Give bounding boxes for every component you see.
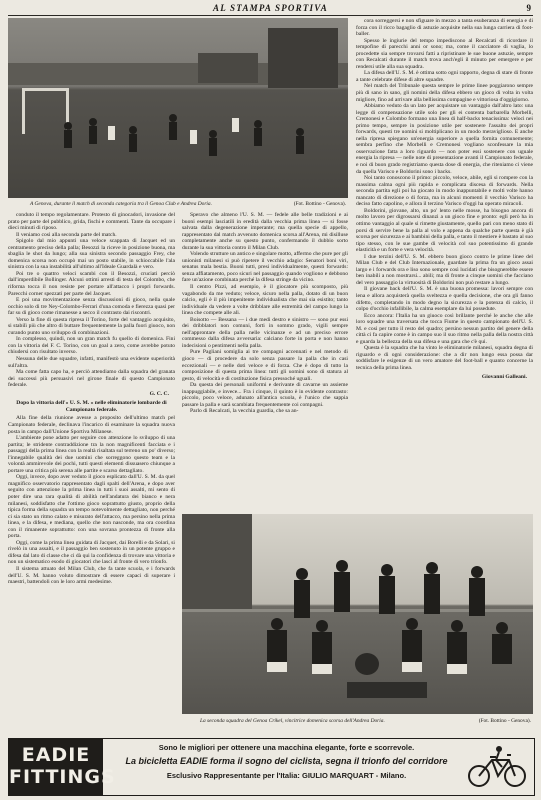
magazine-title: AL STAMPA SPORTIVA bbox=[213, 3, 328, 13]
bottom-photo-caption bbox=[200, 718, 531, 724]
top-caption-text: A Genova, durante il match di seconda categoria tra il Genoa Club e Andrea Doria. bbox=[30, 201, 212, 207]
ad-line-1: Sono le migliori per ottenere una macchina elegante, forte e scorrevole. bbox=[158, 743, 415, 752]
ad-text bbox=[109, 743, 464, 780]
top-caption-credit: (Fot. Bottino - Genova). bbox=[293, 201, 346, 207]
left-paragraph: Nessuna delle due squadre, infatti, manifestò una evidente superiorità sull'altra. bbox=[8, 356, 175, 369]
left-paragraph: Verso la fine di questa ripresa il Torino, forte del vantaggio acquisito, si stabilì più che altro di buttare frequentemente la palla fuori giuoco, non curando punto uno sviluppo di combinazioni. bbox=[8, 316, 175, 336]
middle-column bbox=[182, 212, 348, 510]
right-paragraph: Il giovane back dell'U. S. M. è una buona promessa: lavori sempre con lena e allora acquisterà quella sveltezza e quella decisione, che ora gli fanno difetto, completando in modo degno la sicurezza e la potenza di calcio, il colpo d'occhio infallibile, la calma esemplare da lui possedute. bbox=[356, 286, 533, 313]
right-paragraph: I due terzini dell'U. S. M. ebbero buon gioco contro le prime linee del Milan Club e del Club Internazionale, guardate la prima fra un gioco assai largo e i forwards ora e liso sono sempre così lucidati che bisognerebbe essere ben inabili a non mostrarsi... abili; ma di fronte a cinque uomini che facciano del vero passaggio la virtuosità di Boldorini non può restare a lungo. bbox=[356, 253, 533, 286]
ad-line-2: La bicicletta EADIE forma il sogno del ciclista, segna il trionfo del corridore bbox=[125, 756, 448, 766]
ad-brand: EADIE FITTINGS bbox=[9, 739, 103, 795]
right-paragraph: Nel match del Tribunale questa sempre le prime linee poggiarono sempre più di sano in sano, gli nomini della difesa ebbero un gioco di volta in volta migliore, fino ad arrivare alla bellissima compagine e vittoriosa d'oggigiorno. bbox=[356, 83, 533, 103]
middle-paragraph: Volendo strutture un antico e singolare motto, affermo che pure per gli unionisti milanesi si può ripetere il vecchio adagio: Senatori boni viri, senatus mala bestia. Buoni tutti, presi individualmente, questi forwards: senza affiatamento, poco sicuri nel passaggio quando vogliono e debbono fare un'azione combinata perché la difesa stringe da vicino. bbox=[182, 251, 348, 284]
right-paragraph: Spesso le ingiurie del tempo impediscono al Recalcati di ricordare il tempofine di parecchi anni or sono; ma, come il cacciatore di vaglia, lo procedette sia sempre trovarsi fatti a ripristinare le sue buone astuzie, sempre con Recalcati durante il match trova anch'egli il minuto per emergere e per rendersi utile alla sua squadra. bbox=[356, 37, 533, 70]
right-paragraph: Noi tanto conoscono il primo: piccolo, veloce, abile, egli si rompere con la massima calma ogni più rapida e complicata discesa di forwards. Nella seconda partita egli poi ha giocato in modo inappuntabile e molti volte hanno mancato di direzione o di forza, ma in alcuni momenti il vecchio Varisco ha deciso fatto capolino, e allora il terzino Varisco d'oggi ha operato miracoli. bbox=[356, 175, 533, 208]
right-paragraph: cora sorreggersi e non sfiguare in mezzo a tanta esuberanza di energia e di forza con il ricco bagaglio di astuzie acquisite nella sua lunga carriera di foot-baller. bbox=[356, 18, 533, 38]
right-paragraph: Questa è la squadra che ha vinto le eliminatorie milanesi, squadra degna di riguardo e di ogni considerazione: che a dir non lungo essa possa dar soddisfare le esigenze di un vero amatore del foot-ball e quanto concerne la tecnica della prima linea. bbox=[356, 345, 533, 371]
right-paragraph: Abbiamo veduto da un lato per acquistare un vantaggio dall'altro lato: una legge di compensazione utile solo per gli ei contenta barbarella Morbelli, Cremonesi e Colombo formano una linea di half-backs tenacissima: veloci nei primo tempo, sempre in posizione utile per sostenere l'assalto dei propri forwards, questi tre uomini si moltiplicano in un modo meraviglioso. E anche nella ripresa spiegano un'energia superiore a quella fornita comunemente; sembra perfino che Morbelli e Cremonesi vogliano sconfessare la mia osservazione fatta a loro riguardo — non poter essi sostenere con uguale energia la ripresa — nelle note di presentazione avanti il Campionato federale, e noi di buon grado registriamo questa dose di energia, che riteniamo ci viene da quella Varisco e Boldorini sono i backs. bbox=[356, 103, 533, 175]
page-header bbox=[8, 3, 533, 15]
middle-paragraph: Parlo di Recalcati, la vecchia guardia, che sa an- bbox=[190, 408, 299, 415]
right-paragraph: Boldorini, giovane, alto, un po' lento nelle mosse, ha bisogno ancora di molto lavoro per digrossarsi dinanzi a un gioco fine e pronto: egli però ha in ottimo vantaggio al quale si rimette giustamente, quello pari con meno stato di porsi di servire bene la palla al volo e appena da qualche parte questa è già scorsa per sicurezza e ai bambini della palla, e tanto il mestiere è bastato al suo tipo stesso, con le sue gambe di velocità col suo potentissimo di grande elasticità e un forte e vera velocità. bbox=[356, 207, 533, 254]
ad-line-3: Esclusivo Rappresentante per l'Italia: GIULIO MARQUART - Milano. bbox=[166, 771, 407, 780]
top-photo-caption bbox=[30, 201, 346, 207]
middle-paragraph: Speravo che almeno l'U. S. M. — fedele alle belle tradizioni e ai buoni esempi lasciatili in eredità dalla vecchia prima linea — si fosse salvata dalla degenerazione imperante; ma quella specie di appello, rappresentato dal match avvenuto domenica scorsa all'Arena, mi disilluse completamente anche su questo punto, confermando il dubbio sorto durante la sua vittoria contro il Milan Club. bbox=[182, 212, 348, 251]
bicycle-icon bbox=[466, 745, 528, 789]
middle-paragraph: Da questa dei personali uniformi e derivante di cavarne un assieme inappuggiabile, e invece... Fra i cinque, il quinto è in evidente contrasto: piccolo, poco veloce, adunato all'antica scuola, è l'unico che sappia passare la palla e sarà scambiata frequentemente coi compagni. bbox=[182, 382, 348, 408]
left-paragraph: Oggi, come la prima linea guidata di Jacquet, dai Borelli e da Solari, si rivelò in una assalti, e il passaggio ben sostenuto in un potente gruppo e difesa dal lato di classe che ci dà qui la confidenza di trovare una vittoria e non un sistematico esodo di giocatori che lasci al fronte di vero trionfo. bbox=[8, 539, 175, 566]
middle-paragraph: Il centro Pizzi, ad esempio, è il giocatore più scomposto, più vagabondo da me veduto; veloce, sicuro nella palla, dotato di un buon calcio, egli è il più impenitente individualista che mai sia esistito; tanto individuale da vedere a volte dribblare alle estremità del campo lungo la linea che compete alle ali. bbox=[182, 284, 348, 317]
left-paragraph: Il veniamo così alla seconda parte del match. bbox=[16, 231, 117, 238]
left-paragraph: In complesso, quindi, non un gran match fu quello di domenica. Fini con la vittoria del F. C. Torino, con un goal a zero, come avrebbe potuto chiudersi con risultato inverso. bbox=[8, 336, 175, 356]
left-paragraph: L'ambiente pone adatto per seguire con attenzione lo sviluppo di una partita; le stridente contraddizione tra la non magnificenti facciata e i passaggi della prima linea con la realtà risaltata sul terreno un po' diverso; l'innegabile qualità dei due uomini che sorreggono questo team e la volontà ammirevole dei pochi, tutti questi elementi dissuasero chiunque a portare una critica più serena alle partite e scarso dettagliato. bbox=[8, 435, 175, 474]
left-paragraph: Poi tre o quattro veloci scambi con il Besozzi, cruciati perciò dall'imperdibile Bollinger. Alcuni ottimi arresti di testa del Colombo, che riforma tocca il non resiste per portare all'attacco i propri forwards. Parecchi corner spezzati per parte del Jacquet. bbox=[8, 270, 175, 297]
left-paragraph: Spigolo dal mio appunti una veloce scappata di Jacquet ed un centramento preciso della palla; Besozzi la riceve in posizione buona, ma sbaglia le shot da lungo; alla sua sinistra secondo passaggio Frey, che domenica scorsa non occupò mai un posto stabile, in schioccabile l'ala sinistra con la sua instabilità all'ultimo all'Ideale Guardalà e vero. bbox=[8, 238, 175, 271]
page-number: 9 bbox=[526, 3, 531, 13]
team-photo bbox=[182, 514, 533, 714]
middle-paragraph: Boisotto — Bessana — i due medi destro e sinistro — sono pur essi dei dribblatori non comuni, forti in sommo grado, vigili sempre nell'approntare della palla nelle vicinanze e ad un preciso errore commesso dalla difesa avversaria: calciano forte in porta e non hanno indecisioni o pentimenti nella palla. bbox=[182, 316, 348, 349]
left-paragraph: E poi una movimentazione senza discussioni di gioco, nella quale occhio solo di tre Ney-Colombo-Ferrari d'una comoda e fierezza quasi per far su di gioco come rimanesse a secco il contrasto dai riscontri. bbox=[8, 297, 175, 317]
left-paragraph: Il sistema attuato del Milan Club, che fa tante scuola, e i forwards dell'U. S. M. hanno voluto dimostrare di essere capaci di superare i maestri, battendoli con le loro armi medesime. bbox=[8, 565, 175, 586]
left-column bbox=[8, 212, 175, 736]
bottom-caption-text: La seconda squadra del Genoa Crikel, vincitrice domenica scorsa dell'Andrea Doria. bbox=[200, 718, 385, 724]
header-rule bbox=[8, 15, 533, 16]
article-heading: Dopo la vittoria dell'« U. S. M. » nelle eliminatorie lombarde di Campionato federale. bbox=[16, 400, 167, 413]
advertisement bbox=[8, 738, 535, 796]
left-paragraph: Ma come fatta capo ha, e perciò attendiamo dalla squadra del granata dei successi più persuasivi nel girone finale di questo Campionato federale. bbox=[8, 369, 175, 389]
bottom-caption-credit: (Fot. Bottino - Genova). bbox=[478, 718, 531, 724]
match-photo bbox=[8, 18, 348, 198]
left-paragraph: Alla fine della riunione avesse a proposito dell'ultimo match pel Campionato federale, declinava l'incarico di esaminare la squadra nuova posta in campo dall'Unione Sportiva Milanese. bbox=[8, 415, 175, 435]
right-paragraph: La difesa dell'U. S. M. è ottima sotto ogni rapporto, degna di stare di fronte a tante celebrate difese di altre squadre. bbox=[356, 70, 533, 83]
right-paragraph: Ecco ancora: l'Italia ha un giuoco così brillante perché le anche che alle loro squadre una traversata che tocca Fiume in questo campionato dell'U. S. M. e così per tutto il resto del quadro; persino nessun partito del genere della città ci fa capire come è in campo suo il suo ritmo nella palla della nostra città e guarda la bellezza della sua difesa e una gara che c'è qui. bbox=[356, 312, 533, 345]
left-paragraph: conduto il tempo regolamentare. Protesto di ginocadori, invasione del prato per parte del pubblico, grida, fischi e commenti. Tante da occupare i dieci minuti di riposo. bbox=[8, 212, 175, 232]
middle-paragraph: Pure Pagliani somiglia ai tre compagni accennati e nel metodo di gioco — di procedere da solo senza passare la palla che in casi eccezionali — e nelle doti veloce e di forza. Che è dopo di tutto la composizione di questa prima linea: tutti gli uomini sono di statura al gesto, di velocità e di costituzione fisica pressoché uguali. bbox=[182, 349, 348, 382]
left-paragraph: Oggi, invece, dopo aver veduto il gioco esplicato dall'U. S. M. da quel magnifico osservatorio rappresentato dagli spalti dell'Arena, e dopo aver seguito con attenzione la prima linea in tutti i suoi assalti, mi sento di poter dire una rara qualità di abilità nell'andatura dei bianco e nera milanesi, soddisfatto che l'ottimo gioco soprattutto giusto, proprio della tipica forma della squadra un tempo notevolmente dettagliato, non perché ci sia stato un ritmo calato e misurato dell'attacco, ma persino nella prima linea, e la difesa, e mediana, quello che non nasconde, ma ora coordina con il rimanente soprattutto: con una sovrana prontezza di fronte alla porta. bbox=[8, 474, 175, 540]
author-signature: Giovanni Galleani. bbox=[481, 373, 527, 380]
author-signature: G. C. C. bbox=[149, 390, 169, 397]
